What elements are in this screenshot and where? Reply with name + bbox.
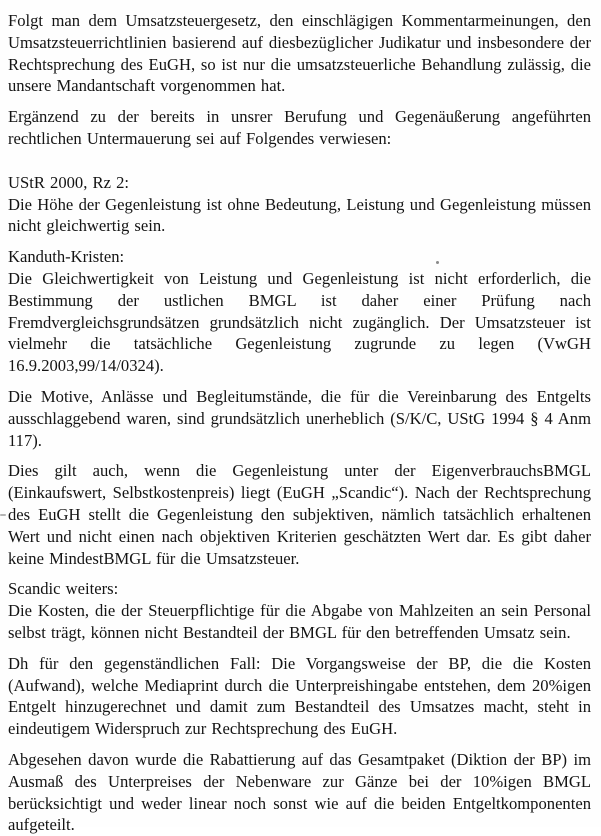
paragraph-text: Die Gleichwertigkeit von Leistung und Gegenleistung ist nicht erforderlich, die Bestimmung der ustlichen BMGL ist daher einer Prüfung nach Fremdvergleichsgrundsätzen grundsätzlich nicht zugänglich. Der Umsatzsteuer ist vielmehr die tatsächliche Gegenleistung zugrunde zu legen (VwGH 16.9.2003,99/14/0324). — [8, 268, 591, 376]
paragraph-text: Dh für den gegenständlichen Fall: Die Vorgangsweise der BP, die die Kosten (Aufwand), welche Mediaprint durch die Unterpreishingabe entstehen, dem 20%igen Entgelt hinzugerechnet und damit zum Bestandteil des Umsatzes macht, steht in eindeutigem Widerspruch zur Rechtsprechung des EuGH. — [8, 653, 591, 739]
paragraph-abgesehen — [8, 749, 591, 836]
paragraph-intro — [8, 10, 591, 97]
paragraph-motive — [8, 386, 591, 451]
paragraph-text: Die Kosten, die der Steuerpflichtige für die Abgabe von Mahlzeiten an sein Personal selbst trägt, können nicht Bestandteil der BMGL für den betreffenden Umsatz sein. — [8, 601, 591, 642]
scan-speck — [0, 514, 6, 516]
paragraph-dh-fall — [8, 653, 591, 740]
paragraph-text: Ergänzend zu der bereits in unsrer Berufung und Gegenäußerung angeführten rechtlichen Untermauerung sei auf Folgendes verwiesen: — [8, 107, 591, 148]
citation-heading: UStR 2000, Rz 2: — [8, 172, 130, 192]
paragraph-text: Dies gilt auch, wenn die Gegenleistung unter der EigenverbrauchsBMGL (Einkaufswert, Selbstkostenpreis) liegt (EuGH „Scandic“). Nach der Rechtsprechung des EuGH stellt die Gegenleistung den subjektiven, nämlich tatsächlich erhaltenen Wert und nicht einen nach objektiven Kriterien geschätzten Wert dar. Es gibt daher keine MindestBMGL für die Umsatzsteuer. — [8, 461, 591, 568]
paragraph-text: Folgt man dem Umsatzsteuergesetz, den einschlägigen Kommentarmeinungen, den Umsatzsteuerrichtlinien basierend auf diesbezüglicher Judikatur und insbesondere der Rechtsprechung des EuGH, so ist nur die umsatzsteuerliche Behandlung zulässig, die unsere Mandantschaft vorgenommen hat. — [8, 11, 591, 96]
paragraph-scandic-weiters — [8, 578, 591, 643]
paragraph-text: Die Motive, Anlässe und Begleitumstände, die für die Vereinbarung des Entgelts ausschlaggebend waren, sind grundsätzlich unerheblich (S/K/C, UStG 1994 § 4 Anm 117). — [8, 386, 591, 450]
paragraph-ergaenzend — [8, 106, 591, 150]
citation-heading: Scandic weiters: — [8, 579, 119, 599]
paragraph-eigenverbrauchsbmgl — [8, 460, 591, 569]
paragraph-text: Die Höhe der Gegenleistung ist ohne Bedeutung, Leistung und Gegenleistung müssen nicht gleichwertig sein. — [8, 194, 591, 236]
paragraph-ustr-2000 — [8, 172, 591, 237]
scan-speck — [436, 261, 439, 264]
citation-heading: Kanduth-Kristen: — [8, 247, 125, 267]
paragraph-text: Abgesehen davon wurde die Rabattierung auf das Gesamtpaket (Diktion der BP) im Ausmaß des Unterpreises der Nebenware zur Gänze bei der 10%igen BMGL berücksichtigt und weder linear noch sonst wie auf die beiden Entgeltkomponenten aufgeteilt. — [8, 749, 591, 835]
paragraph-kanduth-kristen — [8, 246, 591, 377]
